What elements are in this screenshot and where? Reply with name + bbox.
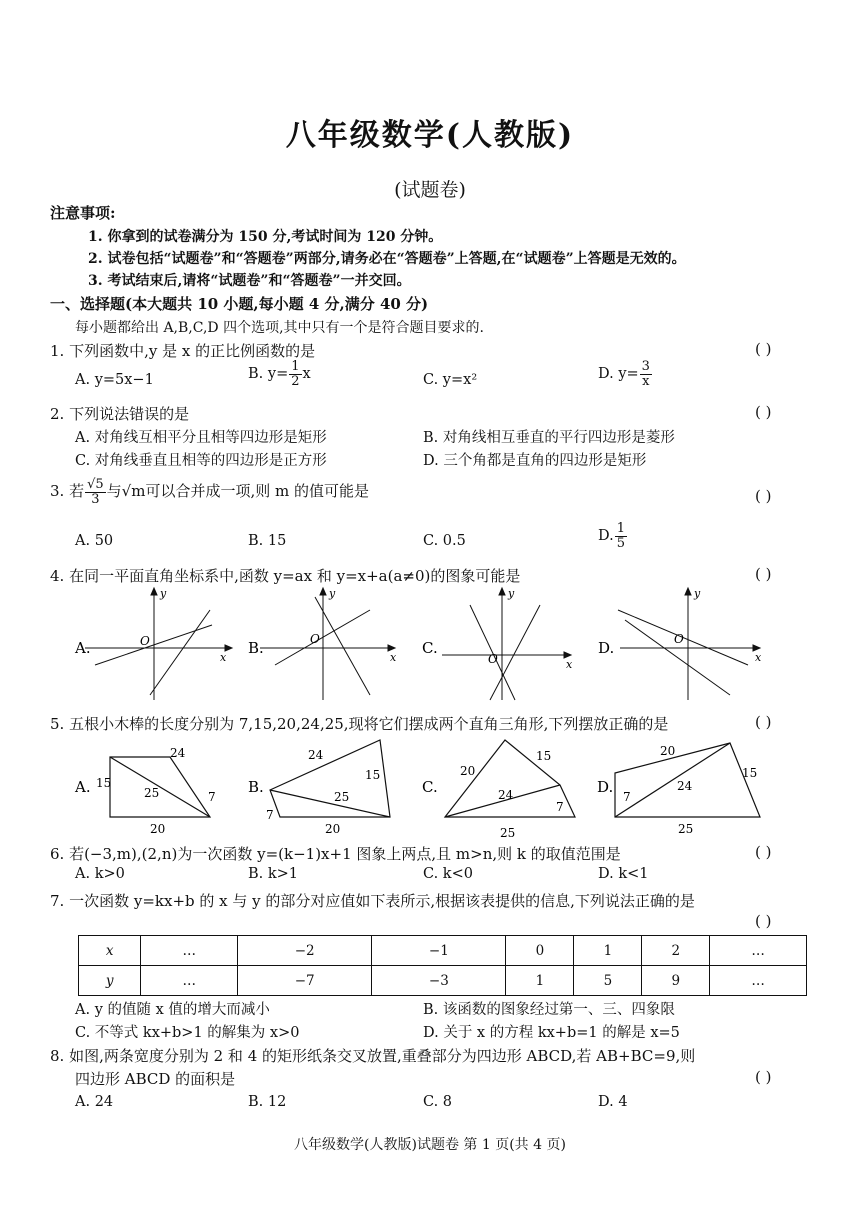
- q2-option-d: D. 三个角都是直角的四边形是矩形: [423, 453, 647, 469]
- length-label: 20: [460, 764, 476, 778]
- question-2-stem: 2. 下列说法错误的是: [50, 405, 190, 423]
- table-cell: …: [710, 966, 807, 996]
- page-title: 八年级数学(人教版): [285, 118, 575, 153]
- table-cell: 9: [642, 966, 710, 996]
- table-cell: x: [79, 936, 141, 966]
- figure-label-b: B.: [248, 778, 264, 796]
- table-cell: y: [79, 966, 141, 996]
- question-8-stem: 8. 如图,两条宽度分别为 2 和 4 的矩形纸条交叉放置,重叠部分为四边形 ABCD,若 AB+BC=9,则: [50, 1047, 696, 1065]
- q1-option-b: B. y= $\frac{1}{2}$ x: [248, 359, 311, 389]
- length-label: 15: [536, 749, 552, 763]
- origin-label: O: [140, 634, 150, 648]
- answer-paren: ( ): [755, 1068, 772, 1086]
- q6-option-c: C. k<0: [423, 866, 473, 882]
- value-table: [78, 935, 807, 996]
- axis-x-label: x: [755, 651, 762, 664]
- q8-option-d: D. 4: [598, 1094, 628, 1110]
- length-label: 24: [498, 788, 514, 802]
- page-footer: 八年级数学(人教版)试题卷 第 1 页(共 4 页): [294, 1137, 566, 1153]
- q7-option-b: B. 该函数的图象经过第一、三、四象限: [423, 1002, 675, 1018]
- length-label: 15: [365, 768, 381, 782]
- table-cell: 2: [642, 936, 710, 966]
- section-heading: 一、选择题(本大题共 10 小题,每小题 4 分,满分 40 分): [50, 295, 429, 313]
- table-cell: −3: [372, 966, 506, 996]
- q7-option-a: A. y 的值随 x 值的增大而减小: [75, 1002, 270, 1018]
- table-cell: 0: [506, 936, 574, 966]
- axis-y-label: y: [160, 587, 167, 600]
- length-label: 15: [96, 776, 112, 790]
- length-label: 7: [208, 790, 216, 804]
- figure-label-c: C.: [422, 778, 438, 796]
- table-row: [79, 966, 807, 996]
- figure-label-a: A.: [75, 778, 91, 796]
- notice-item: 2. 试卷包括“试题卷”和“答题卷”两部分,请务必在“答题卷”上答题,在“试题卷”上答题是无效的。: [88, 251, 686, 267]
- axis-y-label: y: [508, 587, 515, 600]
- length-label: 20: [660, 744, 676, 758]
- origin-label: O: [310, 632, 320, 646]
- q8-option-b: B. 12: [248, 1094, 287, 1110]
- answer-paren: ( ): [755, 912, 772, 930]
- length-label: 24: [308, 748, 324, 762]
- q1-option-a: A. y=5x−1: [75, 372, 154, 388]
- graph-label-a: A.: [75, 639, 91, 657]
- notice-item: 1. 你拿到的试卷满分为 150 分,考试时间为 120 分钟。: [88, 229, 443, 245]
- question-5-stem: 5. 五根小木棒的长度分别为 7,15,20,24,25,现将它们摆成两个直角三角形,下列摆放正确的是: [50, 715, 669, 733]
- q4-graphs: [70, 585, 790, 705]
- length-label: 15: [742, 766, 758, 780]
- graph-d: [618, 588, 760, 700]
- figure-label-d: D.: [597, 778, 614, 796]
- answer-paren: ( ): [755, 843, 772, 861]
- question-3-stem: 3. 若 $\frac{√5}{3}$ 与√m可以合并成一项,则 m 的值可能是: [50, 477, 369, 507]
- table-row: [79, 936, 807, 966]
- q3-option-d: D. $\frac{1}{5}$: [598, 521, 625, 551]
- table-cell: −1: [372, 936, 506, 966]
- q3-option-b: B. 15: [248, 533, 287, 549]
- q2-option-c: C. 对角线垂直且相等的四边形是正方形: [75, 453, 327, 469]
- table-cell: 5: [574, 966, 642, 996]
- length-label: 20: [150, 822, 166, 836]
- q3-option-a: A. 50: [75, 533, 114, 549]
- graph-label-d: D.: [598, 639, 615, 657]
- answer-paren: ( ): [755, 340, 772, 358]
- length-label: 7: [266, 808, 274, 822]
- table-cell: …: [141, 966, 238, 996]
- length-label: 20: [325, 822, 341, 836]
- length-label: 25: [334, 790, 350, 804]
- notice-heading: 注意事项:: [50, 204, 116, 222]
- question-7-stem: 7. 一次函数 y=kx+b 的 x 与 y 的部分对应值如下表所示,根据该表提供的信息,下列说法正确的是: [50, 892, 695, 910]
- q3-option-c: C. 0.5: [423, 533, 466, 549]
- q8-option-c: C. 8: [423, 1094, 453, 1110]
- question-4-stem: 4. 在同一平面直角坐标系中,函数 y=ax 和 y=x+a(a≠0)的图象可能是: [50, 567, 521, 585]
- length-label: 25: [144, 786, 160, 800]
- section-instruction: 每小题都给出 A,B,C,D 四个选项,其中只有一个是符合题目要求的.: [75, 320, 484, 336]
- answer-paren: ( ): [755, 565, 772, 583]
- origin-label: O: [674, 632, 684, 646]
- length-label: 24: [170, 746, 186, 760]
- notice-item: 3. 考试结束后,请将“试题卷”和“答题卷”一并交回。: [88, 273, 411, 289]
- question-6-stem: 6. 若(−3,m),(2,n)为一次函数 y=(k−1)x+1 图象上两点,且 m>n,则 k 的取值范围是: [50, 845, 621, 863]
- table-cell: …: [710, 936, 807, 966]
- question-1-stem: 1. 下列函数中,y 是 x 的正比例函数的是: [50, 342, 316, 360]
- graph-a: [85, 588, 232, 700]
- answer-paren: ( ): [755, 713, 772, 731]
- length-label: 25: [678, 822, 694, 836]
- q6-option-d: D. k<1: [598, 866, 649, 882]
- q5-figures: [70, 735, 790, 840]
- q7-option-c: C. 不等式 kx+b>1 的解集为 x>0: [75, 1025, 300, 1041]
- axis-x-label: x: [390, 651, 397, 664]
- axis-x-label: x: [566, 658, 573, 671]
- table-cell: −2: [238, 936, 372, 966]
- q6-option-a: A. k>0: [75, 866, 125, 882]
- length-label: 24: [677, 779, 693, 793]
- q6-option-b: B. k>1: [248, 866, 299, 882]
- answer-paren: ( ): [755, 403, 772, 421]
- q2-option-a: A. 对角线互相平分且相等四边形是矩形: [75, 430, 327, 446]
- page-subtitle: (试题卷): [394, 179, 466, 201]
- graph-c: [442, 588, 571, 700]
- table-cell: …: [141, 936, 238, 966]
- origin-label: O: [488, 652, 498, 666]
- q8-option-a: A. 24: [75, 1094, 114, 1110]
- q1-option-d: D. y= $\frac{3}{x}$: [598, 359, 650, 389]
- graph-b: [260, 588, 395, 700]
- axis-x-label: x: [220, 651, 227, 664]
- question-8-stem-line2: 四边形 ABCD 的面积是: [75, 1070, 236, 1088]
- table-cell: 1: [506, 966, 574, 996]
- q1-option-c: C. y=x²: [423, 372, 478, 388]
- q7-option-d: D. 关于 x 的方程 kx+b=1 的解是 x=5: [423, 1025, 680, 1041]
- axis-y-label: y: [329, 587, 336, 600]
- length-label: 7: [556, 800, 564, 814]
- axis-y-label: y: [694, 587, 701, 600]
- table-cell: −7: [238, 966, 372, 996]
- graph-label-c: C.: [422, 639, 438, 657]
- q2-option-b: B. 对角线相互垂直的平行四边形是菱形: [423, 430, 675, 446]
- length-label: 25: [500, 826, 516, 840]
- length-label: 7: [623, 790, 631, 804]
- answer-paren: ( ): [755, 487, 772, 505]
- graph-label-b: B.: [248, 639, 264, 657]
- table-cell: 1: [574, 936, 642, 966]
